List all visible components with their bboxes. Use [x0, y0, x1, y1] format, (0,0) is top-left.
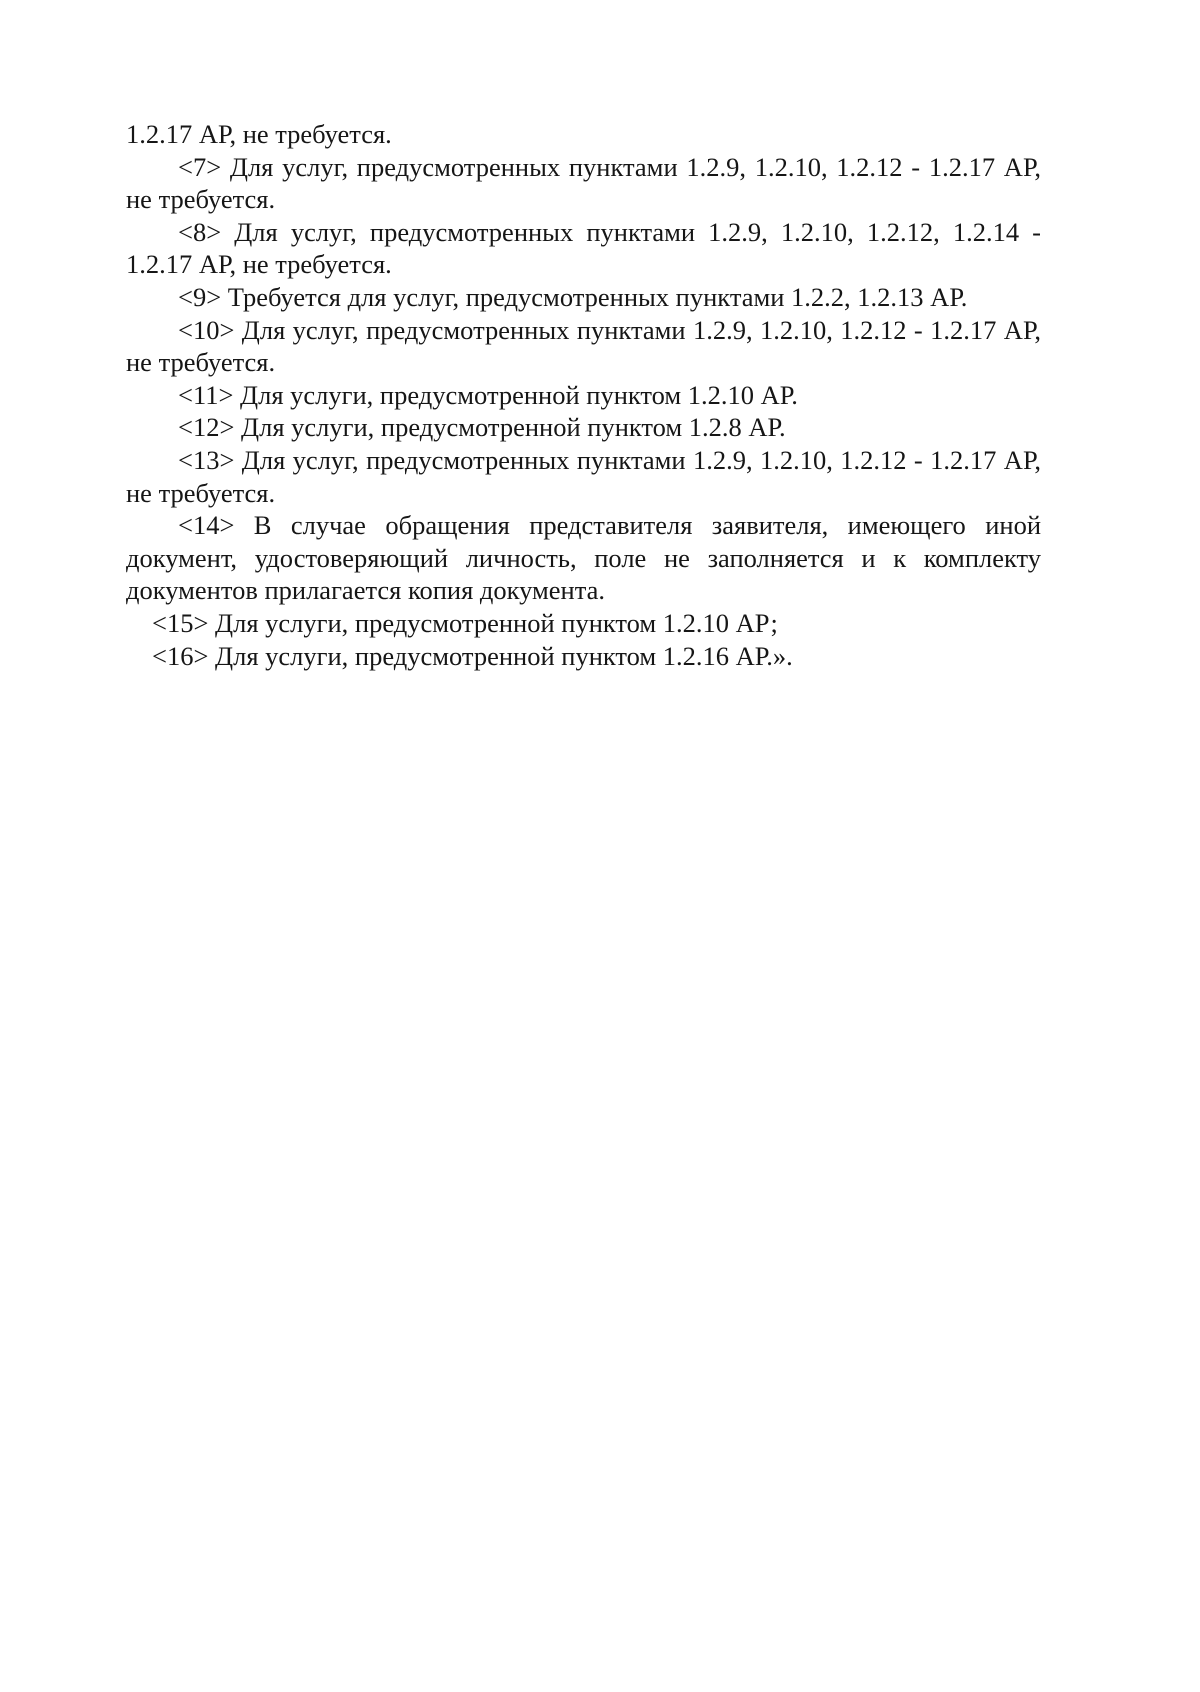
footnote-7: <7> Для услуг, предусмотренных пунктами 1.2.9, 1.2.10, 1.2.12 - 1.2.17 АР, не требуется.: [126, 151, 1041, 215]
footnote-continuation: 1.2.17 АР, не требуется.: [126, 119, 392, 149]
footnote-9: <9> Требуется для услуг, предусмотренных пунктами 1.2.2, 1.2.13 АР.: [178, 281, 968, 312]
footnote-13: <13> Для услуг, предусмотренных пунктами 1.2.9, 1.2.10, 1.2.12 - 1.2.17 АР, не требуется.: [126, 444, 1041, 508]
footnote-11: <11> Для услуги, предусмотренной пунктом 1.2.10 АР.: [178, 379, 798, 410]
footnotes-block: [126, 118, 1041, 672]
footnote-15: <15> Для услуги, предусмотренной пунктом 1.2.10 АР;: [152, 607, 778, 638]
footnote-8: <8> Для услуг, предусмотренных пунктами 1.2.9, 1.2.10, 1.2.12, 1.2.14 - 1.2.17 АР, не требуется.: [126, 216, 1041, 280]
footnote-16: <16> Для услуги, предусмотренной пунктом 1.2.16 АР.».: [152, 640, 793, 671]
footnote-12: <12> Для услуги, предусмотренной пунктом 1.2.8 АР.: [178, 412, 786, 443]
footnote-10: <10> Для услуг, предусмотренных пунктами 1.2.9, 1.2.10, 1.2.12 - 1.2.17 АР, не требуется.: [126, 314, 1041, 378]
footnote-14: <14> В случае обращения представителя заявителя, имеющего иной документ, удостоверяющий личность, поле не заполняется и к комплекту документов прилагается копия документа.: [126, 510, 1041, 606]
